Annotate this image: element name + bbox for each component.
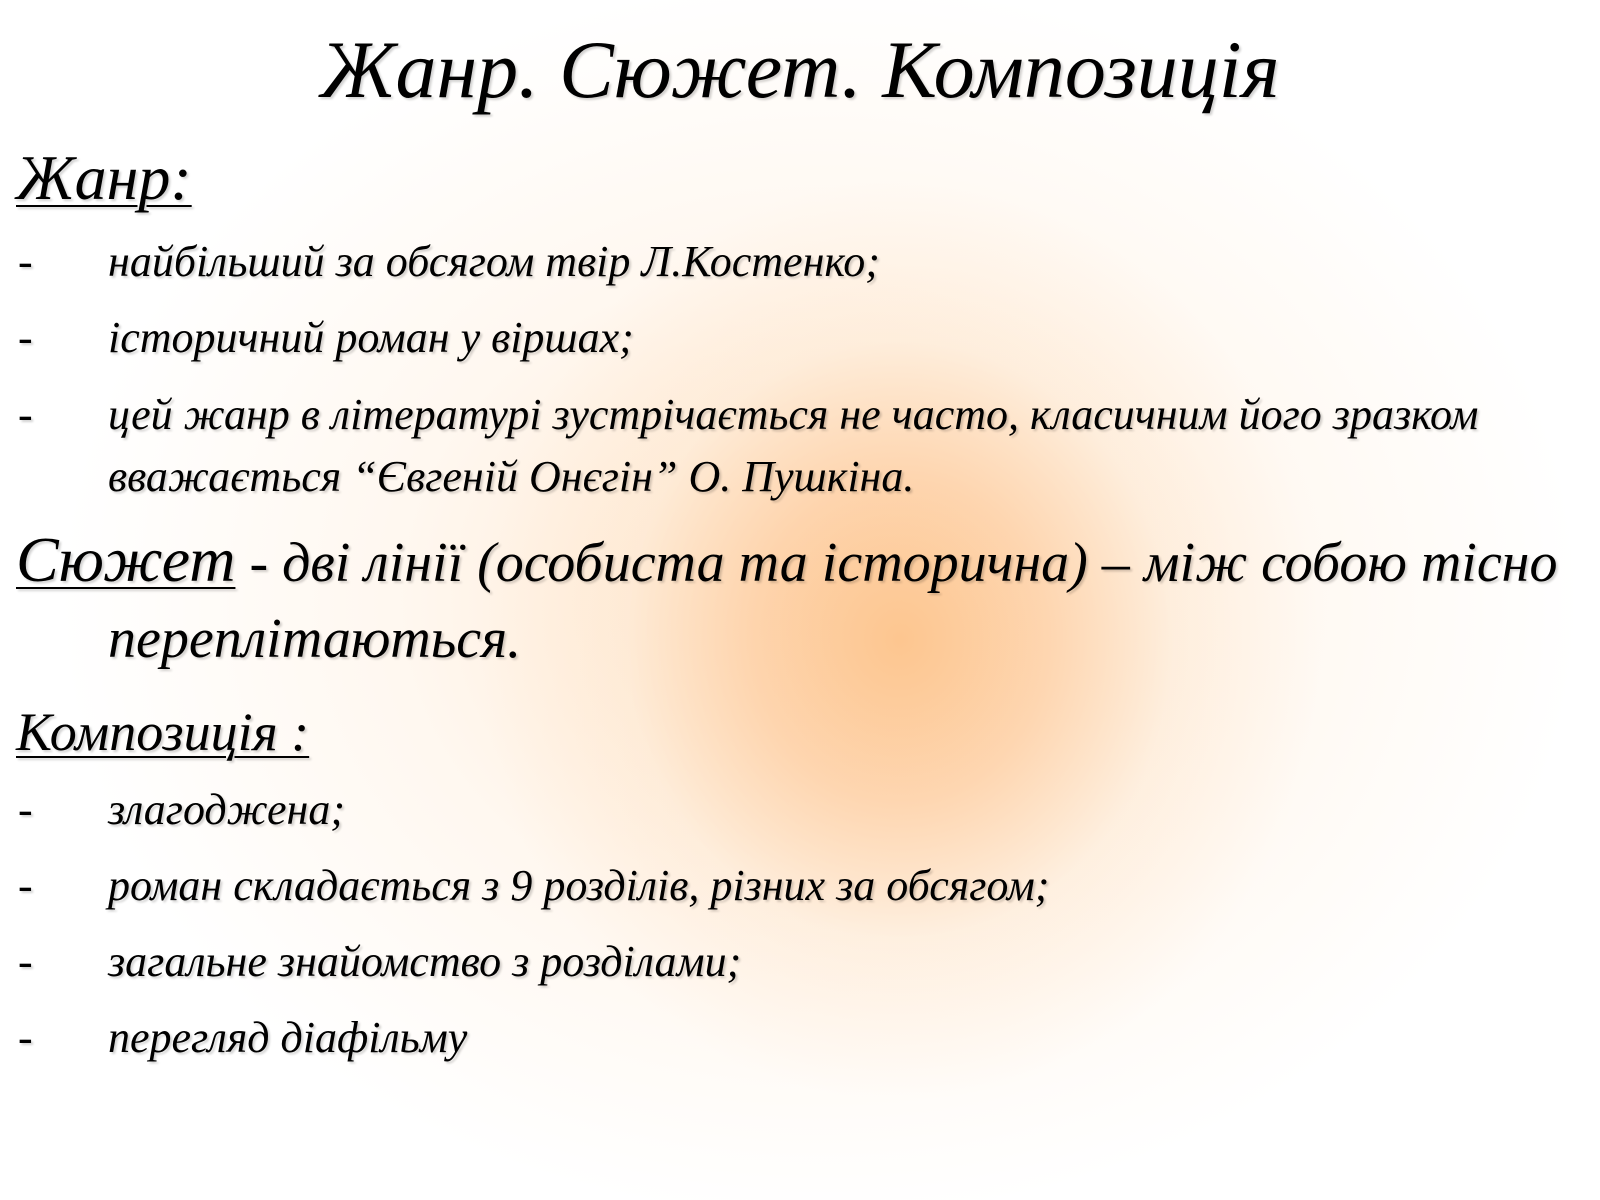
list-item (0, 384, 1588, 508)
genre-item-text: цей жанр в літературі зустрічається не часто, класичним його зразком вважається “Євгеній Онєгін” О. Пушкіна. (108, 390, 1479, 501)
list-item (0, 932, 1600, 992)
slide-title: Жанр. Сюжет. Композиція (320, 24, 1280, 115)
genre-item-text: найбільший за обсягом твір Л.Костенко; (108, 237, 880, 286)
composition-item-text: загальне знайомство з розділами; (108, 937, 742, 986)
composition-item-text: перегляд діафільму (108, 1013, 468, 1062)
list-item (0, 308, 1600, 368)
genre-item-text: історичний роман у віршах; (108, 313, 634, 362)
bullet-dash: - (18, 237, 33, 286)
genre-heading: Жанр: (16, 142, 192, 213)
list-item (0, 232, 1600, 292)
composition-heading: Композиція : (16, 702, 310, 762)
composition-list (0, 780, 1600, 1084)
bullet-dash: - (18, 390, 33, 439)
list-item (0, 780, 1600, 840)
genre-list (0, 232, 1600, 524)
bullet-dash: - (18, 785, 33, 834)
bullet-dash: - (18, 313, 33, 362)
bullet-dash: - (18, 937, 33, 986)
bullet-dash: - (18, 1013, 33, 1062)
composition-item-text: роман складається з 9 розділів, різних за обсягом; (108, 861, 1050, 910)
composition-item-text: злагоджена; (108, 785, 345, 834)
plot-paragraph (16, 522, 1600, 677)
plot-text: - дві лінії (особиста та історична) – між собою тісно переплітаються. (108, 532, 1558, 670)
list-item (0, 856, 1600, 916)
bullet-dash: - (18, 861, 33, 910)
plot-label: Сюжет (16, 524, 236, 595)
list-item (0, 1008, 1600, 1068)
